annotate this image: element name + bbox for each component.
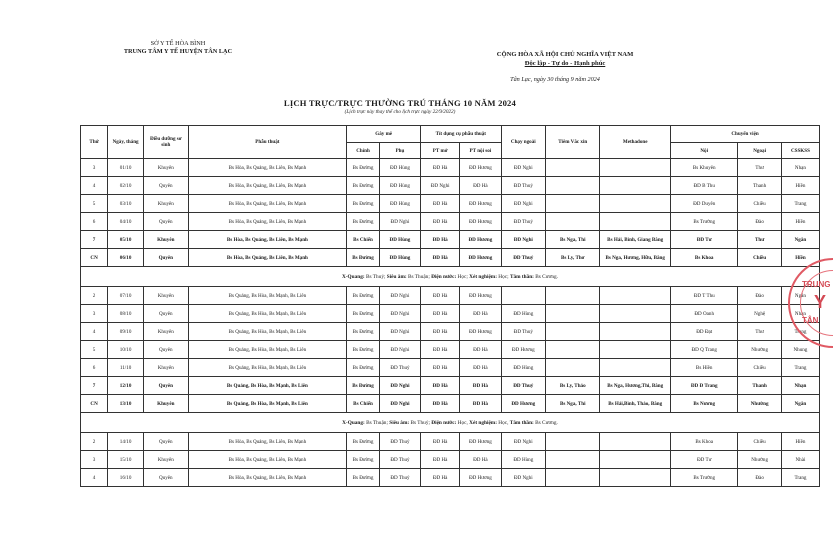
cell-gay-me-chinh: Bs Đường	[347, 341, 380, 359]
cell-chuyen-ngoai: Nhường	[738, 451, 781, 469]
cell-thu: 3	[81, 305, 108, 323]
cell-ngay: 03/10	[108, 195, 144, 213]
note1-sa: Bs Thuận;	[406, 273, 432, 280]
cell-chuyen-ngoai: Chiều	[738, 433, 781, 451]
cell-phau-thuat: Bs Hòa, Bs Quảng, Bs Liên, Bs Mạnh	[188, 231, 347, 249]
cell-thu: 7	[81, 377, 108, 395]
cell-ngay: 06/10	[108, 249, 144, 267]
cell-methadone: Bs Nga, Hương, Hữu, Bằng	[600, 249, 671, 267]
cell-cssks: Hiền	[781, 213, 819, 231]
cell-tiem-vac-xin	[546, 305, 600, 323]
cell-methadone	[600, 287, 671, 305]
cell-cssks: Nhung	[781, 341, 819, 359]
cell-pt-noi-soi: ĐD Hương	[460, 287, 501, 305]
cell-methadone	[600, 341, 671, 359]
cell-tiem-vac-xin	[546, 341, 600, 359]
note2-xn-label: Xét nghiệm:	[469, 419, 497, 426]
cell-tiem-vac-xin	[546, 213, 600, 231]
cell-pt-noi-soi: ĐD Hương	[460, 195, 501, 213]
cell-ngay: 14/10	[108, 433, 144, 451]
col-tiem-vac-xin: Tiêm Vắc xin	[546, 126, 600, 159]
cell-chuyen-ngoai: Nghệ	[738, 305, 781, 323]
cell-chuyen-ngoai: Nhường	[738, 341, 781, 359]
cell-gay-me-phu: ĐD Thuỷ	[379, 433, 420, 451]
cell-tiem-vac-xin: Bs Ly, Thảo	[546, 377, 600, 395]
cell-chay-ngoai: ĐD Thuỷ	[501, 213, 546, 231]
cell-chuyen-ngoai: Nhường	[738, 395, 781, 413]
cell-gay-me-chinh: Bs Đường	[347, 195, 380, 213]
cell-pt-noi-soi: ĐD Hà	[460, 177, 501, 195]
cell-tiem-vac-xin	[546, 159, 600, 177]
cell-cssks: Nhạn	[781, 305, 819, 323]
cell-pt-mo: ĐD Hà	[421, 469, 460, 487]
table-row	[81, 305, 820, 323]
cell-methadone: Bs Hải, Bình, Giang Bằng	[600, 231, 671, 249]
cell-pt-mo: ĐD Hà	[421, 341, 460, 359]
cell-phau-thuat: Bs Quảng, Bs Hòa, Bs Mạnh, Bs Liên	[188, 287, 347, 305]
cell-ngay: 05/10	[108, 231, 144, 249]
cell-thu: 2	[81, 433, 108, 451]
cell-chay-ngoai: ĐD Nghi	[501, 159, 546, 177]
note2-xn: Học,	[496, 419, 510, 426]
cell-methadone	[600, 323, 671, 341]
cell-gay-me-phu: ĐD Nghi	[379, 377, 420, 395]
center-name: TRUNG TÂM Y TẾ HUYỆN TÂN LẠC	[123, 48, 233, 55]
cell-methadone	[600, 213, 671, 231]
cell-dieu-duong: Quyên	[144, 305, 189, 323]
cell-gay-me-chinh: Bs Đường	[347, 433, 380, 451]
cell-chuyen-ngoai: Chiều	[738, 249, 781, 267]
cell-thu: 3	[81, 451, 108, 469]
cell-cssks: Trang	[781, 323, 819, 341]
col-chinh: Chính	[347, 143, 380, 159]
table-row	[81, 359, 820, 377]
cell-chuyen-noi: Bs Trường	[671, 469, 738, 487]
cell-gay-me-chinh: Bs Đường	[347, 159, 380, 177]
cell-cssks: Ngân	[781, 231, 819, 249]
cell-chuyen-noi: ĐD Đạt	[671, 323, 738, 341]
cell-tiem-vac-xin	[546, 433, 600, 451]
cell-phau-thuat: Bs Hòa, Bs Quảng, Bs Liên, Bs Mạnh	[188, 159, 347, 177]
cell-pt-mo: ĐD Hà	[421, 451, 460, 469]
cell-thu: 4	[81, 469, 108, 487]
cell-ngay: 16/10	[108, 469, 144, 487]
cell-pt-noi-soi: ĐD Hương	[460, 159, 501, 177]
stamp-text-bot: TÂN	[802, 316, 819, 325]
note1-tt: Bs Cương.	[533, 273, 559, 280]
cell-pt-mo: ĐD Hà	[421, 433, 460, 451]
cell-tiem-vac-xin	[546, 195, 600, 213]
cell-chuyen-ngoai: Thư	[738, 159, 781, 177]
cell-chuyen-noi: Bs Khoa	[671, 433, 738, 451]
cell-dieu-duong: Khuyên	[144, 159, 189, 177]
cell-chay-ngoai: ĐD Nghi	[501, 231, 546, 249]
cell-phau-thuat: Bs Hòa, Bs Quảng, Bs Liên, Bs Mạnh	[188, 249, 347, 267]
stamp-text-mid: Y	[814, 292, 827, 312]
cell-dieu-duong: Quyên	[144, 213, 189, 231]
cell-cssks: Trang	[781, 359, 819, 377]
cell-ngay: 01/10	[108, 159, 144, 177]
cell-gay-me-chinh: Bs Đường	[347, 323, 380, 341]
cell-chay-ngoai: ĐD Hương	[501, 395, 546, 413]
note2-tt-label: Tâm thần:	[509, 419, 534, 426]
cell-pt-noi-soi: ĐD Hà	[460, 305, 501, 323]
note2-sa-label: Siêu âm:	[389, 419, 410, 426]
cell-chuyen-noi: Bs Hiền	[671, 359, 738, 377]
note2-tt: Bs Cương.	[533, 419, 558, 426]
note2-sa: Bs Thuỷ;	[409, 419, 432, 426]
cell-methadone	[600, 177, 671, 195]
cell-tiem-vac-xin	[546, 359, 600, 377]
cell-gay-me-phu: ĐD Hùng	[379, 159, 420, 177]
cell-gay-me-chinh: Bs Chiến	[347, 395, 380, 413]
cell-cssks: Ngân	[781, 395, 819, 413]
page-title: LỊCH TRỰC/TRỰC THƯỜNG TRÚ THÁNG 10 NĂM 2024	[283, 98, 517, 108]
cell-ngay: 10/10	[108, 341, 144, 359]
cell-methadone	[600, 451, 671, 469]
cell-pt-noi-soi: ĐD Hương	[460, 469, 501, 487]
cell-phau-thuat: Bs Hòa, Bs Quảng, Bs Liên, Bs Mạnh	[188, 469, 347, 487]
cell-chuyen-noi: ĐD Đ Trang	[671, 377, 738, 395]
table-row	[81, 451, 820, 469]
note2-dn-label: Điện nước:	[431, 419, 457, 426]
cell-cssks: Hiền	[781, 433, 819, 451]
cell-pt-mo: ĐD Nghi	[421, 177, 460, 195]
header-left	[118, 40, 238, 56]
cell-gay-me-chinh: Bs Đường	[347, 469, 380, 487]
cell-tiem-vac-xin	[546, 451, 600, 469]
note2-xq-label: X-Quang:	[342, 419, 365, 426]
table-row	[81, 469, 820, 487]
agency-name: SỞ Y TẾ HÒA BÌNH	[150, 40, 206, 47]
cell-tiem-vac-xin	[546, 323, 600, 341]
note1-xn: Học;	[496, 273, 510, 280]
col-chuyen-vien: Chuyển viện	[671, 126, 820, 143]
cell-cssks: Nhạn	[781, 159, 819, 177]
cell-tiem-vac-xin: Bs Nga, Thi	[546, 395, 600, 413]
col-gay-me: Gây mê	[347, 126, 421, 143]
page-subtitle: (Lịch trực này thay thế cho lịch trực ngày 22/9/2022)	[344, 109, 456, 115]
cell-chuyen-ngoai: Thư	[738, 231, 781, 249]
cell-chay-ngoai: ĐD Thuỷ	[501, 177, 546, 195]
cell-cssks: Trang	[781, 469, 819, 487]
cell-tiem-vac-xin: Bs Ly, Thơ	[546, 249, 600, 267]
cell-chuyen-noi: ĐD T Thu	[671, 287, 738, 305]
cell-tiem-vac-xin: Bs Nga, Thi	[546, 231, 600, 249]
cell-dieu-duong: Khuyên	[144, 231, 189, 249]
cell-dieu-duong: Quyên	[144, 469, 189, 487]
cell-chuyen-ngoai: Thanh	[738, 177, 781, 195]
note1-xq: Bs Thuỷ;	[364, 273, 387, 280]
cell-phau-thuat: Bs Hòa, Bs Quảng, Bs Liên, Bs Mạnh	[188, 177, 347, 195]
cell-methadone	[600, 305, 671, 323]
cell-chuyen-ngoai: Đào	[738, 213, 781, 231]
cell-pt-mo: ĐD Hà	[421, 159, 460, 177]
cell-gay-me-phu: ĐD Thuỷ	[379, 469, 420, 487]
country-name: CỘNG HÒA XÃ HỘI CHỦ NGHĨA VIỆT NAM	[496, 51, 634, 58]
cell-gay-me-chinh: Bs Đường	[347, 305, 380, 323]
cell-cssks: Hiền	[781, 249, 819, 267]
cell-chuyen-noi: ĐD Oanh	[671, 305, 738, 323]
cell-thu: 3	[81, 159, 108, 177]
cell-phau-thuat: Bs Quảng, Bs Hòa, Bs Mạnh, Bs Liên	[188, 323, 347, 341]
cell-pt-mo: ĐD Hà	[421, 195, 460, 213]
header-right	[470, 50, 660, 68]
cell-ngay: 11/10	[108, 359, 144, 377]
cell-chuyen-noi: ĐD Tư	[671, 231, 738, 249]
cell-chuyen-noi: Bs Khuyên	[671, 159, 738, 177]
table-row	[81, 287, 820, 305]
cell-thu: 5	[81, 195, 108, 213]
table-row	[81, 323, 820, 341]
cell-methadone: Bs Nga, Hương,Thi, Bằng	[600, 377, 671, 395]
cell-methadone: Bs Hải,Bình, Thảo, Bằng	[600, 395, 671, 413]
cell-chuyen-noi: Bs Nương	[671, 395, 738, 413]
cell-gay-me-chinh: Bs Đường	[347, 359, 380, 377]
cell-phau-thuat: Bs Quảng, Bs Hòa, Bs Mạnh, Bs Liên	[188, 359, 347, 377]
cell-chay-ngoai	[501, 287, 546, 305]
cell-pt-noi-soi: ĐD Hà	[460, 377, 501, 395]
cell-gay-me-phu: ĐD Hùng	[379, 177, 420, 195]
cell-gay-me-chinh: Bs Đường	[347, 287, 380, 305]
cell-chuyen-noi: Bs Trường	[671, 213, 738, 231]
cell-gay-me-phu: ĐD Hùng	[379, 249, 420, 267]
cell-gay-me-phu: ĐD Nghi	[379, 305, 420, 323]
cell-pt-noi-soi: ĐD Hương	[460, 323, 501, 341]
cell-gay-me-chinh: Bs Đường	[347, 249, 380, 267]
cell-phau-thuat: Bs Quảng, Bs Hòa, Bs Mạnh, Bs Liên	[188, 395, 347, 413]
cell-dieu-duong: Quyên	[144, 377, 189, 395]
cell-phau-thuat: Bs Quảng, Bs Hòa, Bs Mạnh, Bs Liên	[188, 305, 347, 323]
col-cssks: CSSKSS	[781, 143, 819, 159]
cell-chuyen-ngoai: Đào	[738, 287, 781, 305]
cell-pt-mo: ĐD Hà	[421, 231, 460, 249]
cell-cssks: Nhạn	[781, 377, 819, 395]
schedule-table	[80, 125, 820, 487]
cell-thu: 6	[81, 359, 108, 377]
date-line: Tân Lạc, ngày 30 tháng 9 năm 2024	[510, 76, 600, 83]
note1-dn-label: Điện nước:	[431, 273, 457, 280]
cell-tiem-vac-xin	[546, 469, 600, 487]
col-phau-thuat: Phẫu thuật	[188, 126, 347, 159]
cell-pt-mo: ĐD Hà	[421, 323, 460, 341]
col-pt-noi-soi: PT nội soi	[460, 143, 501, 159]
cell-thu: 5	[81, 341, 108, 359]
cell-chay-ngoai: ĐD Hùng	[501, 359, 546, 377]
cell-pt-mo: ĐD Hà	[421, 249, 460, 267]
note2-xq: Bs Thuận;	[364, 419, 390, 426]
stamp-text-top: TRUNG	[802, 280, 831, 289]
note-row-1	[81, 267, 820, 287]
cell-ngay: 09/10	[108, 323, 144, 341]
table-row	[81, 341, 820, 359]
cell-chay-ngoai: ĐD Thuỷ	[501, 323, 546, 341]
table-row	[81, 433, 820, 451]
cell-chay-ngoai: ĐD Thuỷ	[501, 249, 546, 267]
cell-pt-noi-soi: ĐD Hà	[460, 359, 501, 377]
cell-chuyen-ngoai: Đào	[738, 469, 781, 487]
note2-dn: Học,	[456, 419, 470, 426]
cell-gay-me-phu: ĐD Thuỷ	[379, 451, 420, 469]
cell-dieu-duong: Khuyên	[144, 359, 189, 377]
cell-phau-thuat: Bs Hòa, Bs Quảng, Bs Liên, Bs Mạnh	[188, 433, 347, 451]
cell-cssks: Trang	[781, 195, 819, 213]
cell-chay-ngoai: ĐD Nghi	[501, 195, 546, 213]
cell-dieu-duong: Quyên	[144, 341, 189, 359]
cell-gay-me-phu: ĐD Nghi	[379, 341, 420, 359]
cell-gay-me-phu: ĐD Hùng	[379, 195, 420, 213]
cell-methadone	[600, 359, 671, 377]
note1-xq-label: X-Quang:	[341, 273, 365, 280]
cell-chay-ngoai: ĐD Nghi	[501, 433, 546, 451]
cell-pt-noi-soi: ĐD Hà	[460, 341, 501, 359]
col-thu: Thứ	[81, 126, 108, 159]
cell-pt-noi-soi: ĐD Hương	[460, 433, 501, 451]
cell-gay-me-phu: ĐD Thuỷ	[379, 359, 420, 377]
cell-gay-me-phu: ĐD Nghi	[379, 287, 420, 305]
cell-thu: 4	[81, 323, 108, 341]
table-row	[81, 195, 820, 213]
cell-gay-me-phu: ĐD Nghi	[379, 213, 420, 231]
cell-chay-ngoai: ĐD Hùng	[501, 305, 546, 323]
cell-ngay: 08/10	[108, 305, 144, 323]
cell-dieu-duong: Quyên	[144, 433, 189, 451]
cell-ngay: 15/10	[108, 451, 144, 469]
cell-ngay: 02/10	[108, 177, 144, 195]
col-pt-mo: PT mở	[421, 143, 460, 159]
cell-gay-me-chinh: Bs Đường	[347, 451, 380, 469]
cell-tiem-vac-xin	[546, 287, 600, 305]
col-methadone: Methadone	[600, 126, 671, 159]
cell-ngay: 04/10	[108, 213, 144, 231]
cell-chuyen-noi: ĐD Duyên	[671, 195, 738, 213]
cell-pt-noi-soi: ĐD Hương	[460, 213, 501, 231]
col-chay-ngoai: Chạy ngoài	[501, 126, 546, 159]
cell-chuyen-noi: Bs Khoa	[671, 249, 738, 267]
cell-cssks: Ngân	[781, 287, 819, 305]
cell-chuyen-noi: ĐD Tư	[671, 451, 738, 469]
note-row-2	[81, 413, 820, 433]
cell-pt-mo: ĐD Hà	[421, 377, 460, 395]
col-noi: Nội	[671, 143, 738, 159]
cell-pt-noi-soi: ĐD Hương	[460, 249, 501, 267]
cell-gay-me-chinh: Bs Đường	[347, 377, 380, 395]
cell-chuyen-noi: ĐD Q Trang	[671, 341, 738, 359]
cell-thu: CN	[81, 395, 108, 413]
cell-chuyen-ngoai: Thanh	[738, 377, 781, 395]
cell-tiem-vac-xin	[546, 177, 600, 195]
table-row	[81, 177, 820, 195]
cell-thu: 6	[81, 213, 108, 231]
cell-chuyen-ngoai: Chiều	[738, 359, 781, 377]
cell-dieu-duong: Quyên	[144, 177, 189, 195]
table-row	[81, 213, 820, 231]
cell-gay-me-phu: ĐD Hùng	[379, 231, 420, 249]
cell-ngay: 13/10	[108, 395, 144, 413]
motto: Độc lập - Tự do - Hạnh phúc	[524, 60, 606, 67]
note1-dn: Học;	[456, 273, 470, 280]
cell-phau-thuat: Bs Quảng, Bs Hòa, Bs Mạnh, Bs Liên	[188, 341, 347, 359]
cell-phau-thuat: Bs Hòa, Bs Quảng, Bs Liên, Bs Mạnh	[188, 195, 347, 213]
cell-gay-me-phu: ĐD Nghi	[379, 323, 420, 341]
cell-chay-ngoai: ĐD Nghi	[501, 469, 546, 487]
cell-thu: 7	[81, 231, 108, 249]
cell-ngay: 07/10	[108, 287, 144, 305]
cell-chuyen-ngoai: Thư	[738, 323, 781, 341]
table-row	[81, 159, 820, 177]
cell-methadone	[600, 469, 671, 487]
cell-methadone	[600, 195, 671, 213]
col-tu-dung: Tít dụng cụ phẫu thuật	[421, 126, 501, 143]
cell-pt-mo: ĐD Hà	[421, 395, 460, 413]
cell-pt-mo: ĐD Hà	[421, 287, 460, 305]
table-row	[81, 395, 820, 413]
cell-pt-mo: ĐD Hà	[421, 213, 460, 231]
cell-methadone	[600, 433, 671, 451]
cell-pt-noi-soi: ĐD Hà	[460, 451, 501, 469]
cell-chay-ngoai: ĐD Hùng	[501, 451, 546, 469]
cell-chuyen-noi: ĐD B Thu	[671, 177, 738, 195]
cell-thu: 4	[81, 177, 108, 195]
cell-dieu-duong: Khuyên	[144, 451, 189, 469]
cell-pt-mo: ĐD Hà	[421, 359, 460, 377]
cell-gay-me-chinh: Bs Đường	[347, 177, 380, 195]
note1-tt-label: Tâm thần:	[509, 273, 534, 280]
cell-phau-thuat: Bs Quảng, Bs Hòa, Bs Mạnh, Bs Liên	[188, 377, 347, 395]
cell-pt-noi-soi: ĐD Hà	[460, 395, 501, 413]
cell-phau-thuat: Bs Hòa, Bs Quảng, Bs Liên, Bs Mạnh	[188, 213, 347, 231]
cell-dieu-duong: Khuyên	[144, 287, 189, 305]
cell-methadone	[600, 159, 671, 177]
col-ngoai: Ngoại	[738, 143, 781, 159]
cell-gay-me-chinh: Bs Chiến	[347, 231, 380, 249]
cell-chuyen-ngoai: Chiều	[738, 195, 781, 213]
cell-phau-thuat: Bs Hòa, Bs Quảng, Bs Liên, Bs Mạnh	[188, 451, 347, 469]
table-row	[81, 249, 820, 267]
cell-cssks: Hiền	[781, 177, 819, 195]
col-dieu-duong: Điều dưỡng sơ sinh	[144, 126, 189, 159]
cell-cssks: Nhài	[781, 451, 819, 469]
cell-thu: 2	[81, 287, 108, 305]
cell-gay-me-chinh: Bs Đường	[347, 213, 380, 231]
cell-chay-ngoai: ĐD Hương	[501, 341, 546, 359]
cell-pt-mo: ĐD Hà	[421, 305, 460, 323]
cell-dieu-duong: Khuyên	[144, 395, 189, 413]
table-row	[81, 231, 820, 249]
table-row	[81, 377, 820, 395]
note1-sa-label: Siêu âm:	[386, 273, 407, 280]
cell-dieu-duong: Khuyên	[144, 195, 189, 213]
cell-ngay: 12/10	[108, 377, 144, 395]
cell-dieu-duong: Quyên	[144, 249, 189, 267]
cell-chay-ngoai: ĐD Thuỷ	[501, 377, 546, 395]
note1-xn-label: Xét nghiệm:	[469, 273, 497, 280]
cell-thu: CN	[81, 249, 108, 267]
cell-pt-noi-soi: ĐD Hương	[460, 231, 501, 249]
col-ngay: Ngày, tháng	[108, 126, 144, 159]
cell-gay-me-phu: ĐD Nghi	[379, 395, 420, 413]
col-phu: Phụ	[379, 143, 420, 159]
cell-dieu-duong: Khuyên	[144, 323, 189, 341]
